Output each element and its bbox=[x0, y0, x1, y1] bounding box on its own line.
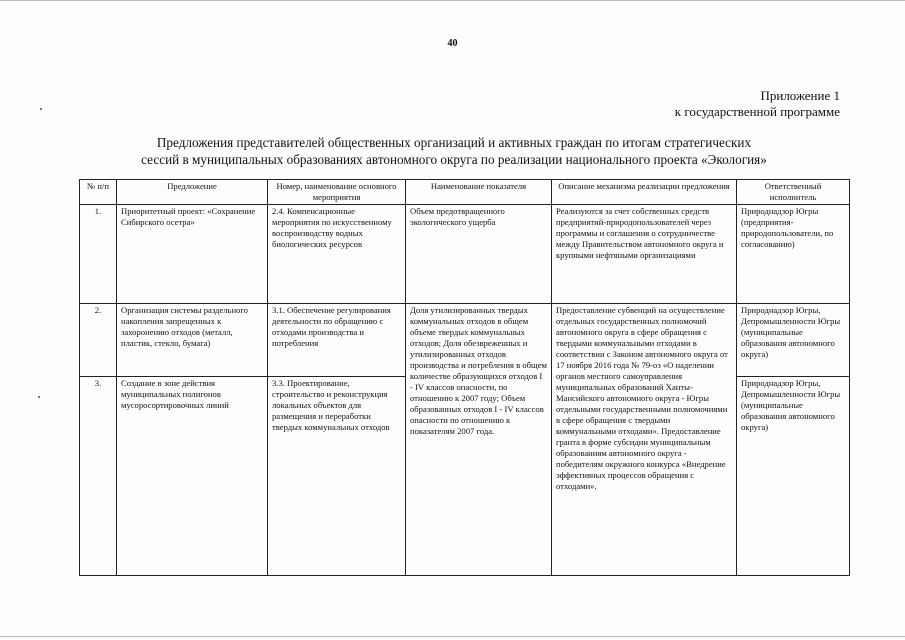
table-header-row bbox=[80, 180, 850, 205]
appendix-header bbox=[675, 88, 840, 120]
table-row bbox=[80, 205, 850, 304]
row-1-proposal: Приоритетный проект: «Сохранение Сибирского осетра» bbox=[117, 205, 268, 304]
row-2-event: 3.1. Обеспечение регулирования деятельности по обращению с отходами производства и потребления bbox=[268, 304, 406, 377]
row-1-event: 2.4. Компенсационные мероприятия по искусственному воспроизводству водных биологических ресурсов bbox=[268, 205, 406, 304]
appendix-line-2: к государственной программе bbox=[674, 104, 840, 119]
row-2-num: 2. bbox=[80, 304, 117, 377]
header-num: № п/п bbox=[80, 180, 117, 205]
row-3-event: 3.3. Проектирование, строительство и реконструкция локальных объектов для размещения и переработки твердых коммунальных отходов bbox=[268, 377, 406, 576]
page-number: 40 bbox=[447, 38, 458, 49]
header-indicator: Наименование показателя bbox=[406, 180, 552, 205]
scan-speck bbox=[40, 108, 42, 110]
header-responsible: Ответственный исполнитель bbox=[737, 180, 850, 205]
shared-indicator-cell: Доля утилизированных твердых коммунальных отходов в общем объеме твердых коммунальных отходов; Доля обезвреженных и утилизированных отходов производства и потребления в общем количестве образующихся отходов I - IV классов опасности, по отношению к 2007 году; Объем образованных отходов I - IV классов опасности по отношению к показателям 2007 года. bbox=[406, 304, 552, 576]
row-1-mechanism: Реализуются за счет собственных средств предприятий-природопользователей через программы и соглашения о сотрудничестве между Правительством автономного округа и крупными нефтяными организациями bbox=[552, 205, 737, 304]
row-2-responsible: Природнадзор Югры, Депромышленности Югры (муниципальные образования автономного округа) bbox=[737, 304, 850, 377]
row-1-num: 1. bbox=[80, 205, 117, 304]
bottom-scan-edge bbox=[0, 636, 905, 637]
header-proposal: Предложение bbox=[117, 180, 268, 205]
scan-speck bbox=[38, 396, 40, 398]
header-event: Номер, наименование основного мероприятия bbox=[268, 180, 406, 205]
shared-mechanism-cell: Предоставление субвенций на осуществление отдельных государственных полномочий автономного округа в сфере обращения с твердыми коммунальными отходами в соответствии с Законом автономного округа от 17 ноября 2016 года № 79-оз «О наделении органов местного самоуправления муниципальных образований Ханты-Мансийского автономного округа - Югры отдельными государственными полномочиями в сфере обращения с твердыми коммунальными отходами». Предоставление гранта в форме субсидии муниципальным образованиям автономного округа - победителям окружного конкурса «Внедрение эффективных процессов обращения с отходами». bbox=[552, 304, 737, 576]
table-row bbox=[80, 304, 850, 377]
row-1-responsible: Природнадзор Югры (предприятия-природопользователи, по согласованию) bbox=[737, 205, 850, 304]
top-scan-edge bbox=[0, 0, 905, 1]
row-3-responsible: Природнадзор Югры, Депромышленности Югры (муниципальные образования автономного округа) bbox=[737, 377, 850, 576]
title-line-1: Предложения представителей общественных организаций и активных граждан по итогам стратегических bbox=[156, 135, 752, 150]
row-1-indicator: Объем предотвращенного экологического ущерба bbox=[406, 205, 552, 304]
title-line-2: сессий в муниципальных образованиях автономного округа по реализации национального проекта «Экология» bbox=[141, 152, 767, 167]
row-2-proposal: Организация системы раздельного накопления запрещенных к захоронению отходов (металл, пластик, стекло, бумага) bbox=[117, 304, 268, 377]
row-3-proposal: Создание в зоне действия муниципальных полигонов мусоросортировочных линий bbox=[117, 377, 268, 576]
appendix-line-1: Приложение 1 bbox=[760, 88, 840, 103]
proposals-table bbox=[79, 179, 850, 576]
row-3-num: 3. bbox=[80, 377, 117, 576]
header-mechanism: Описание механизма реализации предложения bbox=[552, 180, 737, 205]
document-title bbox=[70, 134, 838, 168]
